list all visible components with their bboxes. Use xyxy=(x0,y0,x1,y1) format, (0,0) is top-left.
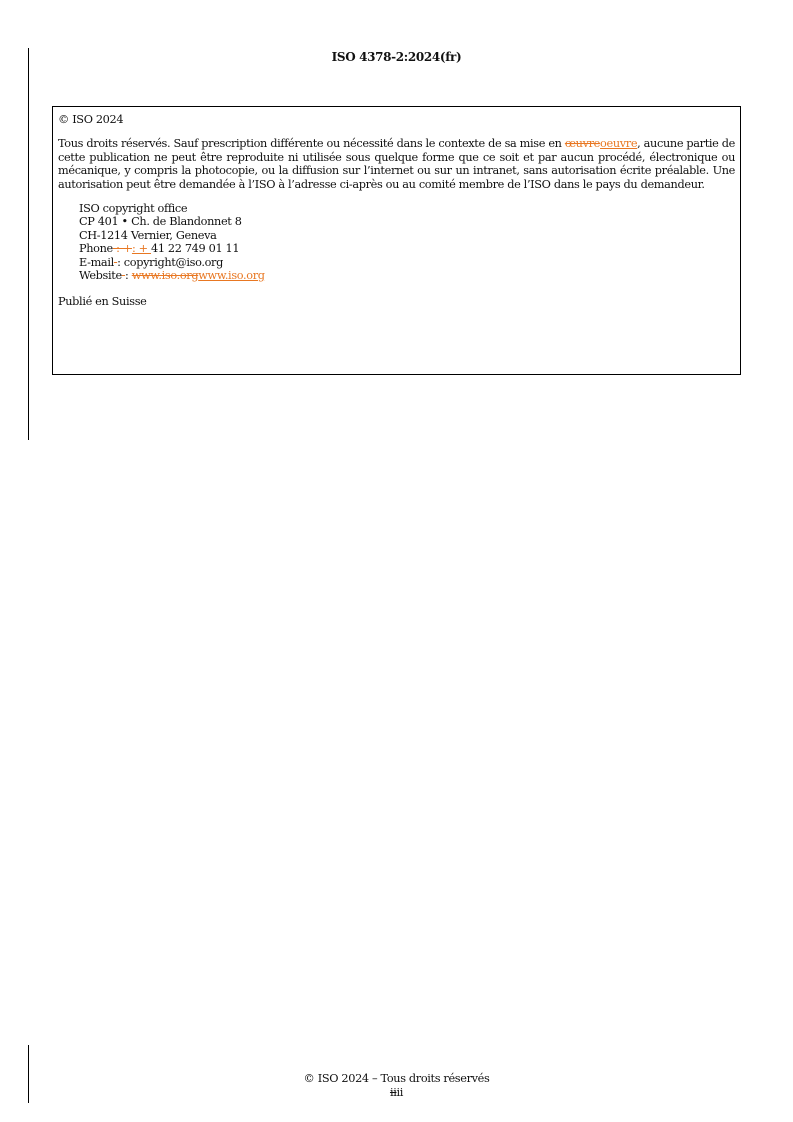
address-line: ISO copyright office xyxy=(79,202,188,216)
phone-label: Phone xyxy=(79,242,113,256)
published-line: Publié en Suisse xyxy=(58,295,147,309)
deleted-link[interactable]: www.iso.org xyxy=(131,269,199,283)
text: , aucune partie de cette publication ne peut être reproduite ni utilisée sous quelque forme que ce soit et par aucun procédé, électronique ou mécanique, y compris la photocopie, ou la diffusion sur l’internet ou sur un intranet, sans autorisation écrite préalable. Une autorisation peut être demandée à l’ISO à l’adresse ci-après ou au comité membre de l’ISO dans le pays du demandeur. xyxy=(58,137,735,191)
page-footer xyxy=(0,1072,793,1100)
inserted-text: oeuvre xyxy=(600,137,638,151)
email-label: E-mail xyxy=(79,255,114,269)
phone-number: 41 22 749 01 11 xyxy=(151,242,240,256)
email-value[interactable]: : copyright@iso.org xyxy=(117,255,223,269)
phone-line xyxy=(79,242,735,255)
text: : xyxy=(125,269,132,283)
inserted-text: : + xyxy=(131,242,152,256)
page-number xyxy=(0,1086,793,1100)
change-bar xyxy=(28,48,29,440)
email-line xyxy=(79,256,735,269)
document-title: ISO 4378-2:2024(fr) xyxy=(331,50,462,64)
copyright-box xyxy=(52,106,741,375)
inserted-page-number: ii xyxy=(396,1086,404,1099)
address-line: CP 401 • Ch. de Blandonnet 8 xyxy=(79,215,242,229)
deleted-text: : + xyxy=(112,242,132,256)
deleted-page-number: ii xyxy=(389,1086,397,1099)
website-line xyxy=(79,269,735,282)
text: Tous droits réservés. Sauf prescription différente ou nécessité dans le contexte de sa mise en xyxy=(58,137,565,151)
website-label: Website xyxy=(79,269,122,283)
rights-paragraph xyxy=(58,137,735,191)
footer-copyright: © ISO 2024 – Tous droits réservés xyxy=(303,1072,490,1085)
deleted-text: œuvre xyxy=(564,137,601,151)
address-line: CH-1214 Vernier, Geneva xyxy=(79,228,217,242)
copyright-line: © ISO 2024 xyxy=(58,113,124,126)
address-block xyxy=(79,202,735,282)
website-link[interactable]: www.iso.org xyxy=(198,269,265,283)
